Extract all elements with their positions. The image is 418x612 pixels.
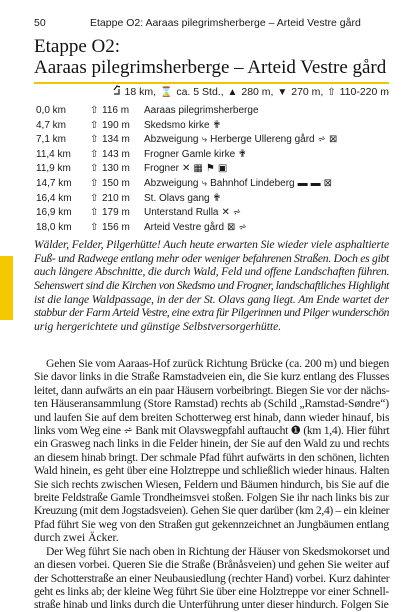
route-paragraph-2 — [34, 545, 389, 612]
page-number: 50 — [34, 17, 46, 29]
text-line: leitet, dann aufwärts an ein paar Häusern vorbeibringt. Biegen Sie vor der nächs- — [34, 383, 390, 397]
intro-paragraph — [34, 238, 389, 334]
waypoint-name — [144, 119, 221, 134]
text-line: der Schotterstraße an einer Neubausiedlung (rechter Hand) vorbei. Kurz dahinter — [34, 571, 390, 585]
text-line: Wald hinein, es geht über eine Holztreppe und schließlich wieder hinaus. Halten — [34, 464, 390, 478]
waypoint-name — [144, 148, 247, 163]
waypoint-row — [34, 148, 389, 163]
route-paragraph-1 — [34, 357, 389, 545]
running-title: Etappe O2: Aaraas pilegrimsherberge – Arteid Vestre gård — [90, 17, 361, 29]
facility-icon: ⚑ — [205, 163, 215, 175]
waypoint-altitude — [90, 148, 140, 163]
altitude-arrow-icon: ⇧ — [90, 134, 99, 146]
waypoint-altitude — [90, 162, 140, 177]
waypoint-row — [34, 192, 389, 207]
waypoint-altitude — [90, 221, 140, 236]
text-line: an diesen vorbei. Queren Sie die Straße (Brånåsveien) und gehen Sie weiter auf — [34, 558, 390, 572]
altitude-arrow-icon: ⇧ — [90, 221, 99, 233]
stats-altitude-range: 110-220 m — [339, 86, 389, 98]
facility-icon: ✟ — [212, 192, 221, 204]
waypoint-name — [144, 133, 337, 148]
waypoint-name-text: Abzweigung — [144, 177, 199, 189]
waypoint-altitude — [90, 119, 140, 134]
facility-icon: ⩫ — [317, 134, 326, 146]
waypoint-name — [144, 162, 227, 177]
walker-icon — [112, 85, 121, 98]
waypoint-altitude — [90, 104, 140, 119]
waypoint-altitude-value: 130 m — [102, 163, 130, 175]
waypoint-km: 16,9 km — [36, 207, 72, 219]
facility-icon: ⩫ — [238, 221, 247, 233]
waypoint-row — [34, 119, 389, 134]
text-line: an diesem hinab bringt. Der schmale Pfad führt aufwärts in den schönen, lichten — [34, 450, 390, 464]
waypoint-km: 4,7 km — [36, 119, 67, 131]
ascent-arrow-icon: ▲ — [227, 87, 238, 98]
waypoint-name — [144, 104, 259, 119]
text-line: links vom Weg eine ⩫ Bank mit Olavswegpfahl auftaucht ❶ (km 1,4). Hier führt — [34, 424, 390, 438]
text-line: ist die lange Waldpassage, in der der St. Olavs gang liegt. Am Ende wartet der — [34, 292, 389, 306]
text-line: straße hinab und links durch die Unterführung unter dieser hindurch. Folgen Sie — [34, 598, 389, 612]
text-line: auch längere Abschnitte, die durch Wald, Feld und offene Landschaften führen. — [34, 265, 390, 279]
stats-duration: ca. 5 Std., — [176, 86, 224, 98]
waypoint-km: 11,4 km — [36, 148, 71, 160]
text-line: Der Weg führt Sie nach oben in Richtung der Häuser von Skedsmokorset und — [46, 544, 390, 558]
altitude-arrow-icon: ⇧ — [90, 163, 99, 175]
title-underline — [34, 82, 389, 84]
text-line: Sie davor links in die Straße Ramstadveien ein, die Sie kurz entlang des Flusses — [34, 370, 390, 384]
text-line: Wälder, Felder, Pilgerhütte! Auch heute erwarten Sie wieder viele asphaltierte — [34, 238, 389, 251]
route-description — [34, 357, 389, 612]
waypoint-name-text: Frogner Gamle kirke — [144, 148, 236, 160]
waypoint-km: 16,4 km — [36, 192, 72, 204]
waypoint-row — [34, 221, 389, 236]
waypoint-name — [144, 206, 241, 221]
facility-icon: ⊠ — [329, 134, 338, 146]
hourglass-icon: ⌛ — [159, 87, 173, 98]
waypoint-altitude-value: 134 m — [102, 134, 130, 146]
stage-title-block — [34, 36, 389, 78]
waypoint-km: 18,0 km — [36, 221, 72, 233]
waypoint-table — [34, 104, 389, 235]
waypoint-altitude — [90, 177, 140, 192]
page-header — [0, 0, 418, 32]
text-line: breite Feldstraße Gamle Trondheimsvei stoßen. Folgen Sie ihr nach links bis zur — [34, 491, 389, 505]
waypoint-altitude-value: 143 m — [102, 148, 130, 160]
stage-stats — [34, 85, 389, 98]
text-line: urig hergerichtete und günstige Selbstversorgerhütte. — [34, 319, 282, 333]
waypoint-name-text: Arteid Vestre gård — [144, 221, 225, 233]
text-line: ein Grasweg nach links in die Felder hinein, der Sie auf den Wald zu und rechts — [34, 437, 390, 451]
altitude-arrow-icon: ⇧ — [90, 105, 99, 116]
waypoint-row — [34, 177, 389, 192]
waypoint-altitude — [90, 206, 140, 221]
waypoint-name — [144, 192, 221, 207]
text-line: Kreuzung (mit dem Jogstadsveien). Gehen Sie quer darüber (km 2,4) – ein kleiner — [34, 504, 390, 518]
waypoint-km: 0,0 km — [36, 105, 67, 116]
text-line: Gehen Sie vom Aaraas-Hof zurück Richtung Brücke (ca. 200 m) und biegen — [46, 357, 390, 370]
waypoint-name-text: Unterstand Rulla — [144, 207, 219, 219]
facility-icon: ✕ — [182, 163, 191, 175]
waypoint-name-text: St. Olavs gang — [144, 192, 210, 204]
waypoint-row — [34, 162, 389, 177]
text-line: Fuß- und Radwege entlang mehr oder weniger befahrenen Straßen. Doch es gibt — [34, 251, 390, 265]
altitude-arrow-icon: ⇧ — [90, 177, 99, 189]
altitude-arrow-icon: ⇧ — [90, 192, 99, 204]
waypoint-altitude-value: 156 m — [102, 221, 130, 233]
waypoint-altitude-value: 116 m — [102, 105, 130, 116]
facility-icon: ⩫ — [232, 207, 242, 219]
waypoint-altitude-value: 210 m — [102, 192, 130, 204]
facility-icon: ✕ — [221, 207, 230, 219]
altitude-arrow-icon: ⇧ — [90, 207, 99, 219]
altitude-arrow-icon: ⇧ — [90, 148, 99, 160]
stats-distance: 18 km, — [124, 86, 157, 98]
waypoint-km: 11,9 km — [36, 163, 71, 175]
chapter-thumb-tab — [0, 256, 13, 320]
waypoint-km: 14,7 km — [36, 177, 72, 189]
facility-icon: ✟ — [212, 119, 221, 131]
waypoint-row — [34, 133, 389, 148]
altitude-arrow-icon: ⇧ — [90, 119, 99, 131]
text-line: Sehenswert sind die Kirchen von Skedsmo und Frogner, landschaftliches Highlight — [34, 278, 389, 292]
facility-icon: ⊠ — [227, 221, 236, 233]
stats-descent: 270 m, — [291, 86, 324, 98]
stats-ascent: 280 m, — [241, 86, 274, 98]
facility-icon: ▦ — [193, 163, 203, 175]
facility-icon: ⤷ — [201, 177, 208, 189]
waypoint-row — [34, 104, 389, 119]
waypoint-altitude — [90, 192, 140, 207]
text-line: ten Häuseransammlung (Store Ramstad) rechts ab (Schild „Ramstad-Søndre“) — [34, 397, 389, 411]
stage-title-line-2: Aaraas pilegrimsherberge – Arteid Vestre gård — [34, 57, 387, 78]
waypoint-altitude-value: 179 m — [102, 207, 130, 219]
altitude-icon: ⇧ — [327, 87, 336, 98]
facility-icon: ⤷ — [201, 134, 208, 146]
text-line: durch zwei Äcker. — [34, 531, 119, 545]
waypoint-name-text: Aaraas pilegrimsherberge — [144, 105, 259, 116]
waypoint-name-text: Skedsmo kirke — [144, 119, 210, 131]
stage-title-line-1: Etappe O2: — [34, 36, 121, 57]
facility-icon: ▣ — [217, 163, 228, 175]
facility-icon: ▬ — [310, 177, 321, 189]
text-line: Pfad führt Sie weg von den Straßen gut gekennzeichnet an Jungbäumen entlang — [34, 517, 389, 531]
waypoint-altitude-value: 150 m — [102, 177, 130, 189]
facility-icon: ✟ — [238, 148, 247, 160]
text-line: geht es links ab; der kleine Weg führt Sie über eine Holztreppe vor einer Schnell- — [34, 584, 389, 598]
waypoint-altitude-value: 190 m — [102, 119, 130, 131]
waypoint-destination: Herberge Ullereng gård — [210, 134, 315, 146]
descent-arrow-icon: ▼ — [277, 87, 288, 98]
text-line: stabbur der Farm Arteid Vestre, eine extra für Pilgerinnen und Pilger wunderschön — [34, 306, 389, 320]
facility-icon: ▬ — [297, 177, 308, 189]
waypoint-destination: Bahnhof Lindeberg — [210, 177, 295, 189]
waypoint-km: 7,1 km — [36, 134, 67, 146]
waypoint-row — [34, 206, 389, 221]
text-line: und laufen Sie auf dem breiten Schotterweg erst hinab, dann wieder hinauf, bis — [34, 410, 390, 424]
waypoint-name-text: Frogner — [144, 163, 180, 175]
waypoint-name-text: Abzweigung — [144, 134, 199, 146]
waypoint-altitude — [90, 133, 140, 148]
text-line: Sie sich rechts zwischen Wiesen, Feldern und Bäumen hindurch, bis Sie auf die — [34, 477, 389, 491]
facility-icon: ⊠ — [323, 177, 333, 189]
waypoint-name — [144, 177, 332, 192]
waypoint-name — [144, 221, 247, 236]
